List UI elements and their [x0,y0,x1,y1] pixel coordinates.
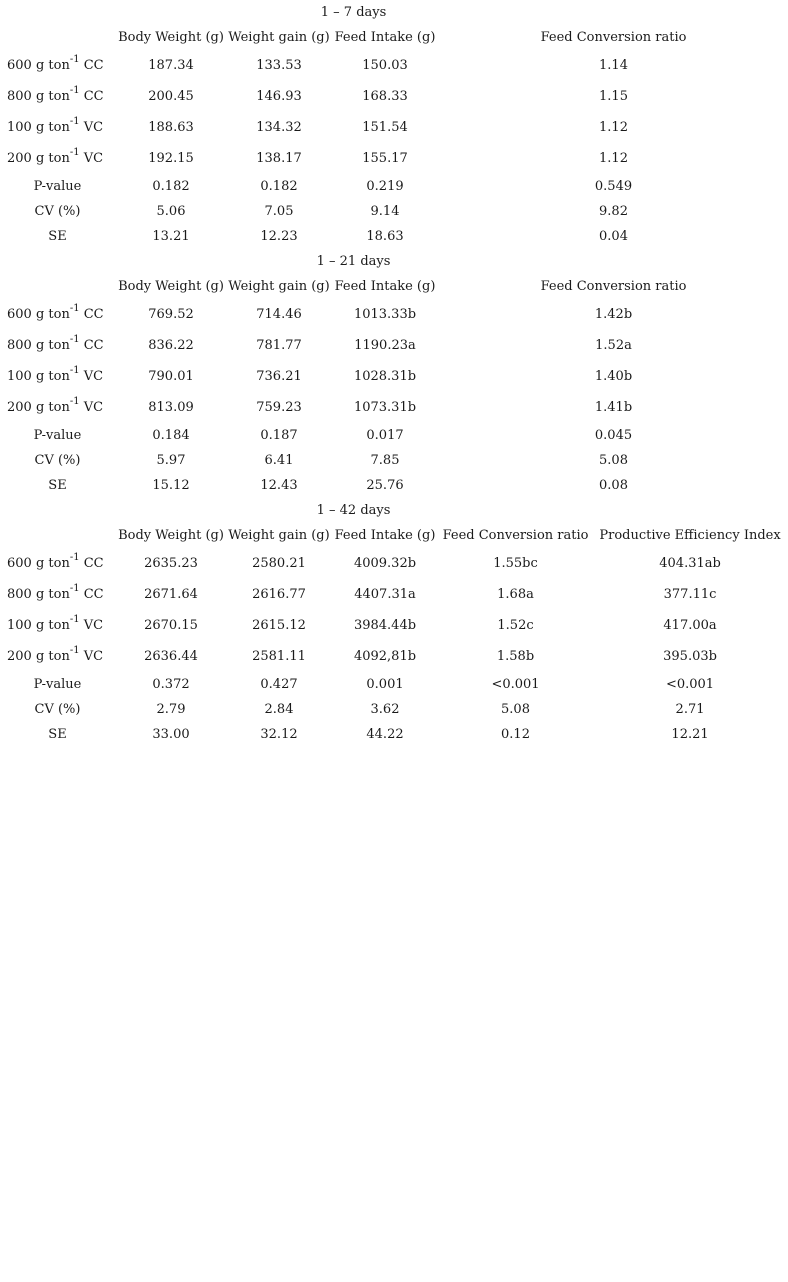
treatment-dose: 800 g ton [7,89,70,104]
table-cell: 1190.23a [354,338,416,353]
stat-row [0,473,788,498]
table-cell: 417.00a [663,618,717,633]
table-cell: 2.84 [264,702,294,717]
stat-label: CV (%) [34,204,81,219]
table-cell: 146.93 [256,89,302,104]
treatment-product: CC [79,338,104,353]
treatment-label [0,548,115,579]
treatment-exponent: -1 [69,333,80,345]
stat-label: SE [48,229,67,244]
treatment-label [0,81,115,112]
table-cell: 759.23 [256,400,302,415]
table-cell: 3.62 [370,702,400,717]
table-cell: 1.55bc [493,556,538,571]
treatment-product: CC [79,587,104,602]
treatment-exponent: -1 [69,364,80,376]
column-header-row [0,25,788,50]
table-cell: 2581.11 [252,649,306,664]
stat-row [0,697,788,722]
column-header: Feed Intake (g) [334,279,436,294]
table-cell: 2636.44 [144,649,198,664]
table-row [0,50,788,81]
treatment-label [0,143,115,174]
stat-row [0,448,788,473]
stat-row [0,199,788,224]
table-row [0,299,788,330]
table-cell: 9.14 [370,204,400,219]
empty-cell [0,249,115,274]
table-cell: 0.045 [594,428,633,443]
treatment-exponent: -1 [69,302,80,314]
stat-row [0,174,788,199]
empty-cell [0,498,115,523]
section-title: 1 – 42 days [316,503,391,518]
stat-label: P-value [33,179,82,194]
treatment-label [0,299,115,330]
stat-row [0,224,788,249]
table-cell: 2671.64 [144,587,198,602]
treatment-product: CC [79,58,104,73]
treatment-exponent: -1 [69,395,80,407]
table-cell: 1.40b [594,369,633,384]
table-cell: 0.549 [594,179,633,194]
treatment-label [0,330,115,361]
table-cell: 4407.31a [354,587,416,602]
section-title-row [0,249,788,274]
stat-label: SE [48,727,67,742]
table-cell: 7.05 [264,204,294,219]
table-cell: 0.372 [152,677,190,692]
table-cell: 2670.15 [144,618,198,633]
stat-label: SE [48,478,67,493]
table-cell: <0.001 [491,677,540,692]
table-cell: 1073.31b [353,400,417,415]
table-cell: 4092,81b [353,649,417,664]
treatment-dose: 600 g ton [7,58,70,73]
table-cell: 7.85 [370,453,400,468]
table-cell: 138.17 [256,151,302,166]
column-header: Feed Intake (g) [334,528,436,543]
table-cell: 2615.12 [252,618,306,633]
table-cell: 769.52 [148,307,194,322]
table-cell: 2616.77 [252,587,306,602]
treatment-label [0,112,115,143]
empty-cell [0,523,115,548]
column-header: Feed Conversion ratio [442,528,589,543]
table-cell: 0.219 [366,179,404,194]
table-cell: 5.97 [156,453,186,468]
table-cell: 0.12 [501,727,530,742]
treatment-exponent: -1 [69,551,80,563]
stat-label: CV (%) [34,453,81,468]
treatment-label [0,50,115,81]
table-cell: 15.12 [152,478,190,493]
table-cell: 33.00 [152,727,190,742]
table-row [0,548,788,579]
treatment-label [0,641,115,672]
column-header: Feed Conversion ratio [540,30,687,45]
column-header: Weight gain (g) [228,528,330,543]
treatment-dose: 100 g ton [7,369,70,384]
table-cell: 1.68a [497,587,534,602]
treatment-exponent: -1 [69,146,80,158]
treatment-exponent: -1 [69,53,80,65]
table-cell: 155.17 [362,151,408,166]
treatment-dose: 200 g ton [7,649,70,664]
table-cell: <0.001 [665,677,715,692]
table-cell: 18.63 [366,229,404,244]
table-cell: 4009.32b [353,556,417,571]
column-header: Weight gain (g) [228,30,330,45]
empty-cell [592,0,788,25]
table-cell: 12.21 [671,727,709,742]
treatment-product: VC [79,151,104,166]
table-row [0,81,788,112]
table-cell: 6.41 [264,453,294,468]
stat-row [0,672,788,697]
table-cell: 5.06 [156,204,186,219]
table-cell: 151.54 [362,120,408,135]
section-title: 1 – 21 days [316,254,391,269]
table-cell: 0.001 [366,677,404,692]
section-title-row [0,0,788,25]
table-cell: 32.12 [260,727,298,742]
table-cell: 2.71 [675,702,705,717]
column-header-row [0,274,788,299]
table-row [0,610,788,641]
table-cell: 2635.23 [144,556,198,571]
table-cell: 134.32 [256,120,302,135]
table-row [0,579,788,610]
table-cell: 0.187 [260,428,298,443]
treatment-product: VC [79,649,104,664]
table-cell: 44.22 [366,727,404,742]
table-cell: 714.46 [256,307,302,322]
stat-row [0,722,788,747]
table-cell: 133.53 [256,58,302,73]
table-cell: 9.82 [599,204,628,219]
table-cell: 150.03 [362,58,408,73]
table-cell: 188.63 [148,120,194,135]
column-header: Body Weight (g) [118,279,224,294]
table-row [0,361,788,392]
table-cell: 1.15 [599,89,628,104]
table-cell: 1.52a [595,338,632,353]
table-cell: 12.23 [260,229,298,244]
table-row [0,392,788,423]
table-cell: 3984.44b [353,618,417,633]
stat-label: P-value [33,428,82,443]
column-header: Productive Efficiency Index [599,528,781,543]
treatment-dose: 200 g ton [7,400,70,415]
table-cell: 377.11c [663,587,717,602]
table-row [0,330,788,361]
treatment-exponent: -1 [69,613,80,625]
table-cell: 1.41b [594,400,633,415]
treatment-product: CC [79,89,104,104]
treatment-dose: 200 g ton [7,151,70,166]
treatment-dose: 800 g ton [7,338,70,353]
table-cell: 1.12 [599,120,628,135]
table-cell: 0.04 [599,229,628,244]
treatment-dose: 100 g ton [7,120,70,135]
treatment-exponent: -1 [69,84,80,96]
treatment-label [0,392,115,423]
table-cell: 1.58b [496,649,535,664]
table-cell: 1.14 [599,58,628,73]
empty-cell [0,0,115,25]
table-cell: 1.12 [599,151,628,166]
table-cell: 404.31ab [659,556,721,571]
column-header-row [0,523,788,548]
table-cell: 0.08 [599,478,628,493]
treatment-label [0,361,115,392]
table-cell: 168.33 [362,89,408,104]
stat-row [0,423,788,448]
table-cell: 0.184 [152,428,190,443]
table-cell: 395.03b [663,649,717,664]
treatment-product: VC [79,120,104,135]
column-header: Body Weight (g) [118,30,224,45]
treatment-dose: 800 g ton [7,587,70,602]
table-cell: 13.21 [152,229,190,244]
treatment-exponent: -1 [69,582,80,594]
treatment-product: CC [79,307,104,322]
treatment-product: VC [79,400,104,415]
table-cell: 0.017 [366,428,404,443]
table-row [0,112,788,143]
treatment-exponent: -1 [69,115,80,127]
empty-cell [592,498,788,523]
treatment-label [0,579,115,610]
table-cell: 5.08 [599,453,628,468]
table-cell: 2.79 [156,702,186,717]
table-cell: 187.34 [148,58,194,73]
table-cell: 1.52c [497,618,534,633]
treatment-product: VC [79,618,104,633]
column-header: Body Weight (g) [118,528,224,543]
column-header: Weight gain (g) [228,279,330,294]
treatment-dose: 100 g ton [7,618,70,633]
treatment-dose: 600 g ton [7,556,70,571]
table-cell: 192.15 [148,151,194,166]
table-cell: 1028.31b [353,369,417,384]
table-cell: 2580.21 [252,556,306,571]
table-cell: 781.77 [256,338,302,353]
table-cell: 836.22 [148,338,194,353]
table-cell: 736.21 [256,369,302,384]
column-header: Feed Conversion ratio [540,279,687,294]
treatment-exponent: -1 [69,644,80,656]
treatment-label [0,610,115,641]
table-cell: 0.427 [260,677,298,692]
table-row [0,641,788,672]
section-title-row [0,498,788,523]
section-title: 1 – 7 days [320,5,387,20]
table-cell: 1.42b [594,307,633,322]
table-cell: 1013.33b [353,307,417,322]
table-cell: 813.09 [148,400,194,415]
treatment-product: VC [79,369,104,384]
empty-cell [0,274,115,299]
treatment-dose: 600 g ton [7,307,70,322]
table-cell: 0.182 [152,179,190,194]
table-cell: 5.08 [501,702,530,717]
table-cell: 200.45 [148,89,194,104]
column-header: Feed Intake (g) [334,30,436,45]
stat-label: CV (%) [34,702,81,717]
stat-label: P-value [33,677,82,692]
empty-cell [592,249,788,274]
empty-cell [0,25,115,50]
table-row [0,143,788,174]
table-cell: 0.182 [260,179,298,194]
table-cell: 25.76 [366,478,404,493]
table-cell: 790.01 [148,369,194,384]
table-cell: 12.43 [260,478,298,493]
treatment-product: CC [79,556,104,571]
